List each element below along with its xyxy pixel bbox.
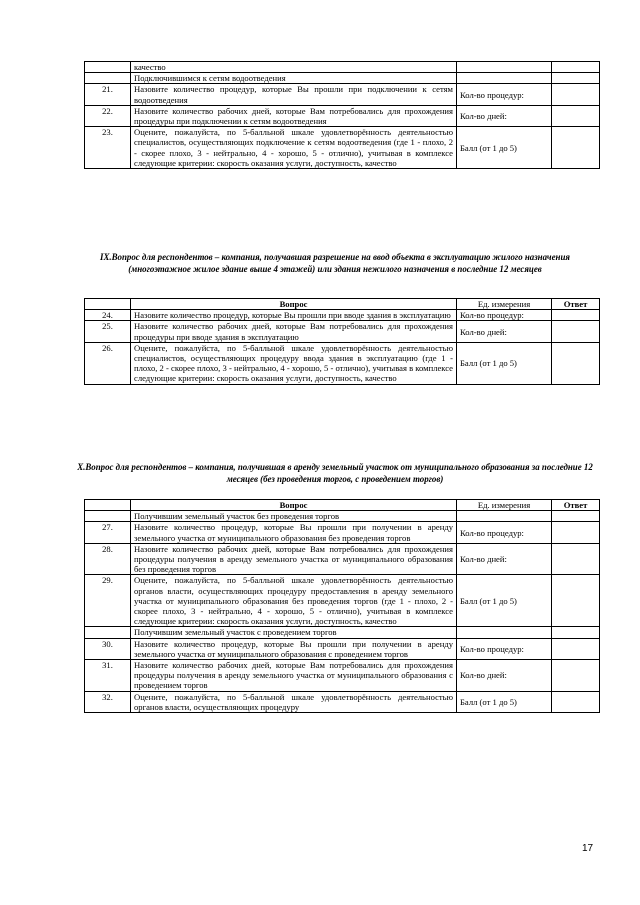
empty-unit-cell [457, 627, 552, 638]
answer-cell[interactable] [552, 543, 600, 575]
empty-num-cell [85, 73, 131, 84]
table-row [85, 543, 600, 575]
answer-cell[interactable] [552, 321, 600, 342]
header-answer: Ответ [552, 500, 600, 511]
table-row [85, 638, 600, 659]
header-unit: Ед. измерения [457, 500, 552, 511]
answer-cell[interactable] [552, 660, 600, 692]
question-text: Оцените, пожалуйста, по 5-балльной шкале удовлетворённость деятельностью специалистов, осуществляющих процедуру ввода здания в эксплуатацию (где 1 - плохо, 2 - скорее плохо, 3 - нейтрально, 4 - хорошо, 5 - отлично), учитывая в комплексе следующие критерии: скорость оказания услуги, доступность, качество [131, 342, 457, 384]
empty-answer-cell [552, 73, 600, 84]
question-number: 26. [85, 342, 131, 384]
answer-cell[interactable] [552, 691, 600, 712]
question-text: Назовите количество процедур, которые Вы прошли при подключении к сетям водоотведения [131, 84, 457, 105]
unit-cell: Кол-во дней: [457, 660, 552, 692]
page-number: 17 [582, 843, 594, 854]
unit-cell: Кол-во процедур: [457, 310, 552, 321]
empty-answer-cell [552, 511, 600, 522]
unit-cell: Кол-во процедур: [457, 638, 552, 659]
question-text: Назовите количество процедур, которые Вы прошли при вводе здания в эксплуатацию [131, 310, 457, 321]
question-number: 21. [85, 84, 131, 105]
empty-num-cell [85, 627, 131, 638]
question-text: Оцените, пожалуйста, по 5-балльной шкале удовлетворённость деятельностью специалистов, осуществляющих подключение к сетям водоотведения (где 1 - плохо, 2 - скорее плохо, 3 - нейтрально, 4 - хорошо, 5 - отлично), учитывая в комплексе следующие критерии: скорость оказания услуги, доступность, качество [131, 127, 457, 169]
unit-cell: Кол-во дней: [457, 543, 552, 575]
header-num-cell [85, 299, 131, 310]
table-row [85, 321, 600, 342]
answer-cell[interactable] [552, 342, 600, 384]
header-answer: Ответ [552, 299, 600, 310]
answer-cell[interactable] [552, 522, 600, 543]
table-row [85, 310, 600, 321]
question-text: Оцените, пожалуйста, по 5-балльной шкале удовлетворённость деятельностью органов власти, осуществляющих процедуру [131, 691, 457, 712]
header-question: Вопрос [131, 299, 457, 310]
unit-cell: Балл (от 1 до 5) [457, 575, 552, 627]
question-number: 32. [85, 691, 131, 712]
unit-cell: Балл (от 1 до 5) [457, 127, 552, 169]
answer-cell[interactable] [552, 84, 600, 105]
empty-answer-cell [552, 62, 600, 73]
answer-cell[interactable] [552, 310, 600, 321]
subsection-row [85, 511, 600, 522]
subsection-row [85, 73, 600, 84]
unit-cell: Кол-во дней: [457, 105, 552, 126]
section-x-heading: X.Вопрос для респондентов – компания, получившая в аренду земельный участок от муниципального образования за последние 12 месяцев (без проведения торгов, с проведением торгов) [77, 462, 593, 484]
header-unit: Ед. измерения [457, 299, 552, 310]
question-number: 24. [85, 310, 131, 321]
unit-cell: Кол-во дней: [457, 321, 552, 342]
empty-unit-cell [457, 511, 552, 522]
question-number: 31. [85, 660, 131, 692]
subsection-row [85, 627, 600, 638]
answer-cell[interactable] [552, 575, 600, 627]
table-row [85, 660, 600, 692]
question-number: 30. [85, 638, 131, 659]
survey-table-section-ix [84, 298, 600, 385]
table-body [85, 511, 600, 713]
empty-unit-cell [457, 62, 552, 73]
header-question: Вопрос [131, 500, 457, 511]
unit-cell: Кол-во процедур: [457, 522, 552, 543]
table-body [85, 310, 600, 384]
question-text: Назовите количество рабочих дней, которые Вам потребовались для прохождения процедуры при вводе здания в эксплуатацию [131, 321, 457, 342]
table-body [85, 62, 600, 169]
table-row [85, 105, 600, 126]
question-number: 25. [85, 321, 131, 342]
question-text-continued: качество [131, 62, 457, 73]
survey-table-section-x [84, 499, 600, 713]
question-text: Назовите количество процедур, которые Вы прошли при получении в аренду земельного участка от муниципального образования без проведения торгов [131, 522, 457, 543]
answer-cell[interactable] [552, 127, 600, 169]
table-row [85, 691, 600, 712]
question-number: 22. [85, 105, 131, 126]
empty-num-cell [85, 62, 131, 73]
section-ix-heading: IX.Вопрос для респондентов – компания, получавшая разрешение на ввод объекта в эксплуатацию жилого назначения (многоэтажное жилое здание выше 4 этажей) или здания нежилого назначения в последние 12 месяцев [100, 252, 570, 274]
empty-unit-cell [457, 73, 552, 84]
question-text: Назовите количество рабочих дней, которые Вам потребовались для прохождения процедуры получения в аренду земельного участка от муниципального образования с проведением торгов [131, 660, 457, 692]
empty-answer-cell [552, 627, 600, 638]
subsection-title: Получившим земельный участок без проведения торгов [131, 511, 457, 522]
table-row [85, 342, 600, 384]
unit-cell: Балл (от 1 до 5) [457, 691, 552, 712]
table-header-row [85, 500, 600, 511]
question-text: Назовите количество рабочих дней, которые Вам потребовались для прохождения процедуры получения в аренду земельного участка от муниципального образования без проведения торгов [131, 543, 457, 575]
question-text: Назовите количество рабочих дней, которые Вам потребовались для прохождения процедуры при подключении к сетям водоотведения [131, 105, 457, 126]
table-row [85, 127, 600, 169]
table-header-row [85, 299, 600, 310]
answer-cell[interactable] [552, 638, 600, 659]
question-number: 23. [85, 127, 131, 169]
question-number: 29. [85, 575, 131, 627]
survey-table-continued [84, 61, 600, 169]
subsection-title: Подключившимся к сетям водоотведения [131, 73, 457, 84]
question-text: Оцените, пожалуйста, по 5-балльной шкале удовлетворённость деятельностью органов власти, осуществляющих процедуру предоставления в аренду земельного участка от муниципального образования без проведения торгов (где 1 - плохо, 2 - скорее плохо, 3 - нейтрально, 4 - хорошо, 5 - отлично), учитывая в комплексе следующие критерии: скорость оказания услуги, доступность, качество [131, 575, 457, 627]
question-number: 27. [85, 522, 131, 543]
question-number: 28. [85, 543, 131, 575]
table-row [85, 522, 600, 543]
question-text: Назовите количество процедур, которые Вы прошли при получении в аренду земельного участка от муниципального образования с проведением торгов [131, 638, 457, 659]
table-row [85, 62, 600, 73]
table-row [85, 575, 600, 627]
answer-cell[interactable] [552, 105, 600, 126]
unit-cell: Кол-во процедур: [457, 84, 552, 105]
header-num-cell [85, 500, 131, 511]
unit-cell: Балл (от 1 до 5) [457, 342, 552, 384]
table-row [85, 84, 600, 105]
empty-num-cell [85, 511, 131, 522]
subsection-title: Получившим земельный участок с проведением торгов [131, 627, 457, 638]
